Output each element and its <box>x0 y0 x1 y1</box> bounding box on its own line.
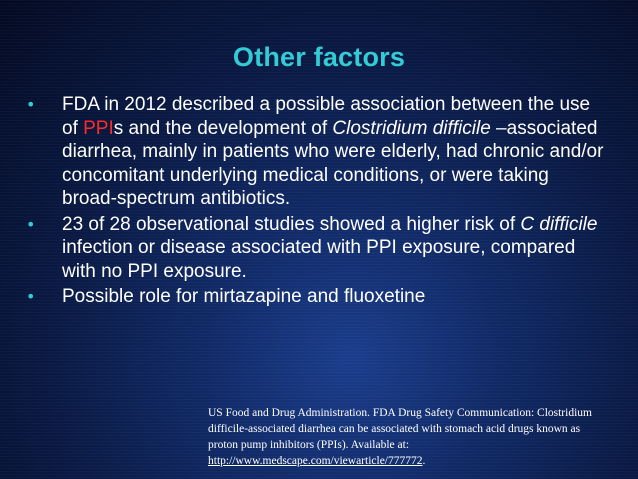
bullet-dot-icon: • <box>26 95 36 114</box>
bullet-text: –associated diarrhea, mainly in patients who were elderly, had chronic and/or concomitant underlying medical conditions, or were taking broad-spectrum antibiotics. <box>62 117 604 209</box>
italic-term: C difficile <box>520 213 598 235</box>
bullet-item <box>26 285 606 309</box>
italic-term: Clostridium difficile <box>332 117 491 139</box>
bullet-item <box>26 213 606 284</box>
slide-title: Other factors <box>232 42 406 72</box>
reference-link[interactable]: http://www.medscape.com/viewarticle/777772 <box>208 455 423 467</box>
highlight-text: PPI <box>83 117 114 139</box>
reference-text: US Food and Drug Administration. FDA Drug Safety Communication: Clostridium difficile-associated diarrhea can be associated with stomach acid drugs known as proton pump inhibitors (PPIs). Available at: <box>208 407 592 451</box>
reference-trailing: . <box>422 455 426 467</box>
bullet-list <box>26 93 606 311</box>
bullet-text: 23 of 28 observational studies showed a higher risk of <box>62 213 521 235</box>
bullet-text: FDA in 2012 described a possible association between the use of <box>62 94 591 139</box>
reference-citation <box>208 405 598 469</box>
bullet-dot-icon: • <box>26 214 36 234</box>
bullet-item <box>26 93 606 211</box>
bullet-text: Possible role for mirtazapine and fluoxetine <box>62 286 426 307</box>
bullet-dot-icon: • <box>26 287 36 306</box>
bullet-text: infection or disease associated with PPI exposure, compared with no PPI exposure. <box>62 237 576 282</box>
bullet-text: s and the development of <box>113 117 333 139</box>
